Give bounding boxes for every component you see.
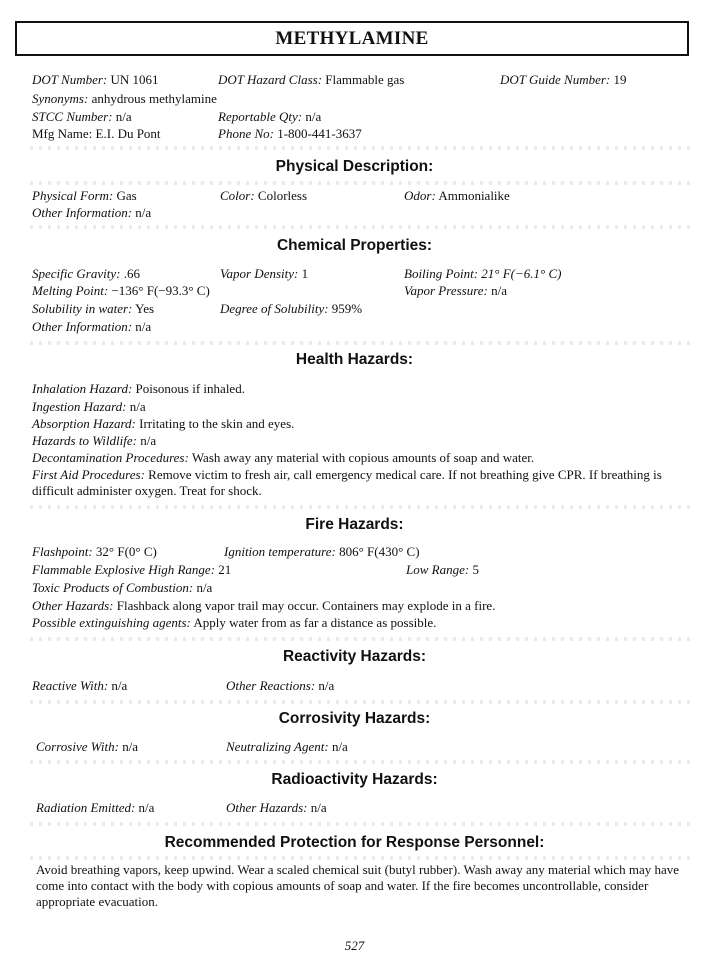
melting-point-field: Melting Point: −136° F(−93.3° C) — [32, 283, 210, 298]
physical-heading: Physical Description: — [275, 158, 434, 175]
vapor-density-field: Vapor Density: 1 — [220, 266, 309, 281]
health-heading: Health Hazards: — [295, 351, 414, 368]
scan-noise — [30, 700, 690, 704]
reportable-qty-field: Reportable Qty: n/a — [218, 109, 322, 124]
absorption-field: Absorption Hazard: Irritating to the skin and eyes. — [32, 416, 295, 431]
vapor-pressure-field: Vapor Pressure: n/a — [404, 283, 508, 298]
corrosivity-heading: Corrosivity Hazards: — [278, 710, 431, 727]
other-reactions-field: Other Reactions: n/a — [226, 678, 335, 693]
title-box — [15, 21, 689, 56]
radiation-emitted-field: Radiation Emitted: n/a — [36, 800, 155, 815]
neutralizing-agent-field: Neutralizing Agent: n/a — [226, 739, 348, 754]
toxic-products-field: Toxic Products of Combustion: n/a — [32, 580, 213, 595]
protection-text: Avoid breathing vapors, keep upwind. Wear a scaled chemical suit (butyl rubber). Wash away any material which may have come into contact with the body with copious amounts of soap and water. If the fire becomes uncontrollable, consider appropriate evacuation. — [36, 862, 679, 909]
reactivity-heading: Reactivity Hazards: — [282, 648, 426, 665]
page-number: 527 — [344, 938, 365, 953]
degree-solubility-field: Degree of Solubility: 959% — [220, 301, 363, 316]
high-range-field: Flammable Explosive High Range: 21 — [32, 562, 232, 577]
mfg-field: Mfg Name: E.I. Du Pont — [32, 126, 161, 141]
radioactivity-heading: Radioactivity Hazards: — [271, 771, 438, 788]
fire-heading: Fire Hazards: — [305, 516, 404, 533]
extinguishing-field: Possible extinguishing agents: Apply water from as far a distance as possible. — [32, 615, 437, 630]
radio-other-hazards-field: Other Hazards: n/a — [226, 800, 327, 815]
corrosive-with-field: Corrosive With: n/a — [36, 739, 139, 754]
physical-other-field: Other Information: n/a — [32, 205, 152, 220]
wildlife-field: Hazards to Wildlife: n/a — [32, 433, 157, 448]
ingestion-field: Ingestion Hazard: n/a — [32, 399, 146, 414]
scan-noise — [30, 822, 690, 826]
scan-noise — [30, 225, 690, 229]
physical-form-field: Physical Form: Gas — [32, 188, 137, 203]
scan-noise — [30, 856, 690, 860]
color-field: Color: Colorless — [220, 188, 308, 203]
first-aid-field: First Aid Procedures: Remove victim to fresh air, call emergency medical care. If not breathing give CPR. If breathing is difficult administer oxygen. Treat for shock. — [32, 467, 662, 498]
low-range-field: Low Range: 5 — [406, 562, 479, 577]
scan-noise — [30, 181, 690, 185]
scan-noise — [30, 146, 690, 150]
protection-heading: Recommended Protection for Response Personnel: — [164, 834, 545, 851]
page-title: METHYLAMINE — [275, 27, 429, 49]
other-hazards-field: Other Hazards: Flashback along vapor trail may occur. Containers may explode in a fire. — [32, 598, 496, 613]
boiling-point-field: Boiling Point: 21° F(−6.1° C) — [404, 266, 562, 281]
stcc-field: STCC Number: n/a — [32, 109, 132, 124]
odor-field: Odor: Ammonialike — [404, 188, 510, 203]
solubility-field: Solubility in water: Yes — [32, 301, 155, 316]
scan-noise — [30, 637, 690, 641]
chemical-other-field: Other Information: n/a — [32, 319, 152, 334]
flashpoint-field: Flashpoint: 32° F(0° C) — [32, 544, 157, 559]
hazard-class-field: DOT Hazard Class: Flammable gas — [218, 72, 405, 87]
scan-noise — [30, 760, 690, 764]
inhalation-field: Inhalation Hazard: Poisonous if inhaled. — [32, 381, 245, 396]
synonyms-field: Synonyms: anhydrous methylamine — [32, 91, 217, 106]
decontamination-field: Decontamination Procedures: Wash away any material with copious amounts of soap and water. — [32, 450, 535, 465]
dot-number-field: DOT Number: UN 1061 — [32, 72, 159, 87]
guide-number-field: DOT Guide Number: 19 — [500, 72, 627, 87]
chemical-heading: Chemical Properties: — [276, 237, 433, 254]
scan-noise — [30, 505, 690, 509]
specific-gravity-field: Specific Gravity: .66 — [32, 266, 140, 281]
scan-noise — [30, 341, 690, 345]
phone-field: Phone No: 1-800-441-3637 — [218, 126, 362, 141]
ignition-field: Ignition temperature: 806° F(430° C) — [224, 544, 420, 559]
reactive-with-field: Reactive With: n/a — [32, 678, 128, 693]
